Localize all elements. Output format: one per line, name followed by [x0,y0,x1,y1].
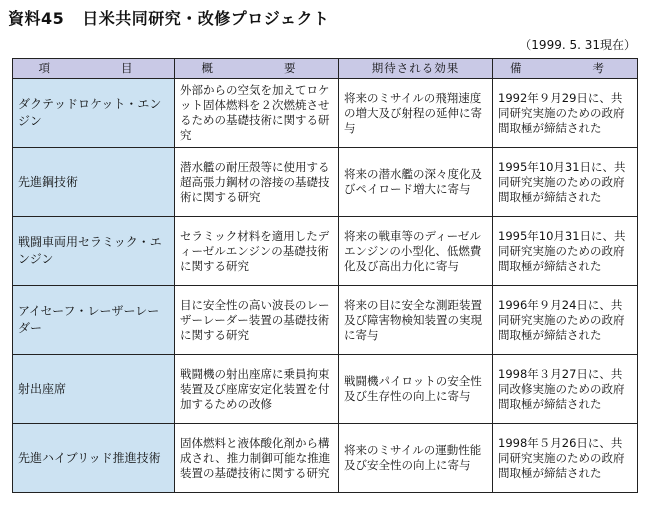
table-row [13,148,638,217]
document-title-text: 日米共同研究・改修プロジェクト [82,9,330,28]
cell-item [13,355,175,424]
overview-text: 潜水艦の耐圧殻等に使用する超高張力鋼材の溶接の基礎技術に関する研究 [180,159,330,204]
cell-effect [339,424,493,493]
document-title [8,6,329,29]
cell-effect [339,355,493,424]
cell-effect [339,79,493,148]
project-table [12,58,638,493]
overview-text: セラミック材料を適用したディーゼルエンジンの基礎技術に関する研究 [180,228,330,273]
cell-item [13,79,175,148]
cell-note [493,424,638,493]
item-text: 先進ハイブリッド推進技術 [18,450,161,465]
overview-text: 固体燃料と液体酸化剤から構成され、推力制御可能な推進装置の基礎技術に関する研究 [180,435,331,480]
cell-overview [175,148,339,217]
effect-text: 将来のミサイルの飛翔速度の増大及び射程の延伸に寄与 [344,90,482,135]
note-text: 1995年10月31日に、共同研究実施のための政府間取極が締結された [498,159,626,204]
cell-note [493,148,638,217]
effect-text: 将来のミサイルの運動性能及び安全性の向上に寄与 [344,443,482,472]
cell-note [493,217,638,286]
cell-item [13,148,175,217]
document-date: （1999. 5. 31現在） [519,38,636,52]
overview-text: 外部からの空気を加えてロケット固体燃料を２次燃焼させるための基礎技術に関する研究 [180,83,330,142]
cell-overview [175,217,339,286]
cell-item [13,286,175,355]
cell-item [13,424,175,493]
cell-note [493,355,638,424]
cell-overview [175,286,339,355]
header-effect: 期待される効果 [339,59,493,79]
table-row [13,79,638,148]
document-number: 資料45 [8,9,65,28]
note-text: 1995年10月31日に、共同研究実施のための政府間取極が締結された [498,228,626,273]
cell-overview [175,355,339,424]
effect-text: 将来の目に安全な測距装置及び障害物検知装置の実現に寄与 [344,297,482,342]
effect-text: 将来の戦車等のディーゼルエンジンの小型化、低燃費化及び高出力化に寄与 [344,228,482,273]
item-text: 先進鋼技術 [18,174,79,189]
cell-effect [339,286,493,355]
note-text: 1992年９月29日に、共同研究実施のための政府間取極が締結された [498,90,625,135]
cell-overview [175,79,339,148]
effect-text: 戦闘機パイロットの安全性及び生存性の向上に寄与 [344,374,482,403]
overview-text: 戦闘機の射出座席に乗員拘束装置及び座席安定化装置を付加するための改修 [180,366,330,411]
cell-note [493,79,638,148]
table-row [13,217,638,286]
table-row [13,286,638,355]
cell-effect [339,148,493,217]
header-note: 備 考 [493,59,638,79]
item-text: アイセーフ・レーザーレーダー [18,304,160,335]
note-text: 1996年９月24日に、共同研究実施のための政府間取極が締結された [498,297,625,342]
item-text: ダクテッドロケット・エンジン [18,97,162,128]
header-item: 項 目 [13,59,175,79]
note-text: 1998年３月27日に、共同改修実施のための政府間取極が締結された [498,366,625,411]
overview-text: 目に安全性の高い波長のレーザーレーダー装置の基礎技術に関する研究 [180,297,330,342]
item-text: 射出座席 [18,381,67,396]
header-overview: 概 要 [175,59,339,79]
cell-effect [339,217,493,286]
cell-item [13,217,175,286]
table-row [13,355,638,424]
note-text: 1998年５月26日に、共同研究実施のための政府間取極が締結された [498,435,625,480]
effect-text: 将来の潜水艦の深々度化及びペイロード増大に寄与 [344,167,482,196]
cell-overview [175,424,339,493]
table-row [13,424,638,493]
cell-note [493,286,638,355]
item-text: 戦闘車両用セラミック・エンジン [18,235,162,266]
table-header-row [13,59,638,79]
